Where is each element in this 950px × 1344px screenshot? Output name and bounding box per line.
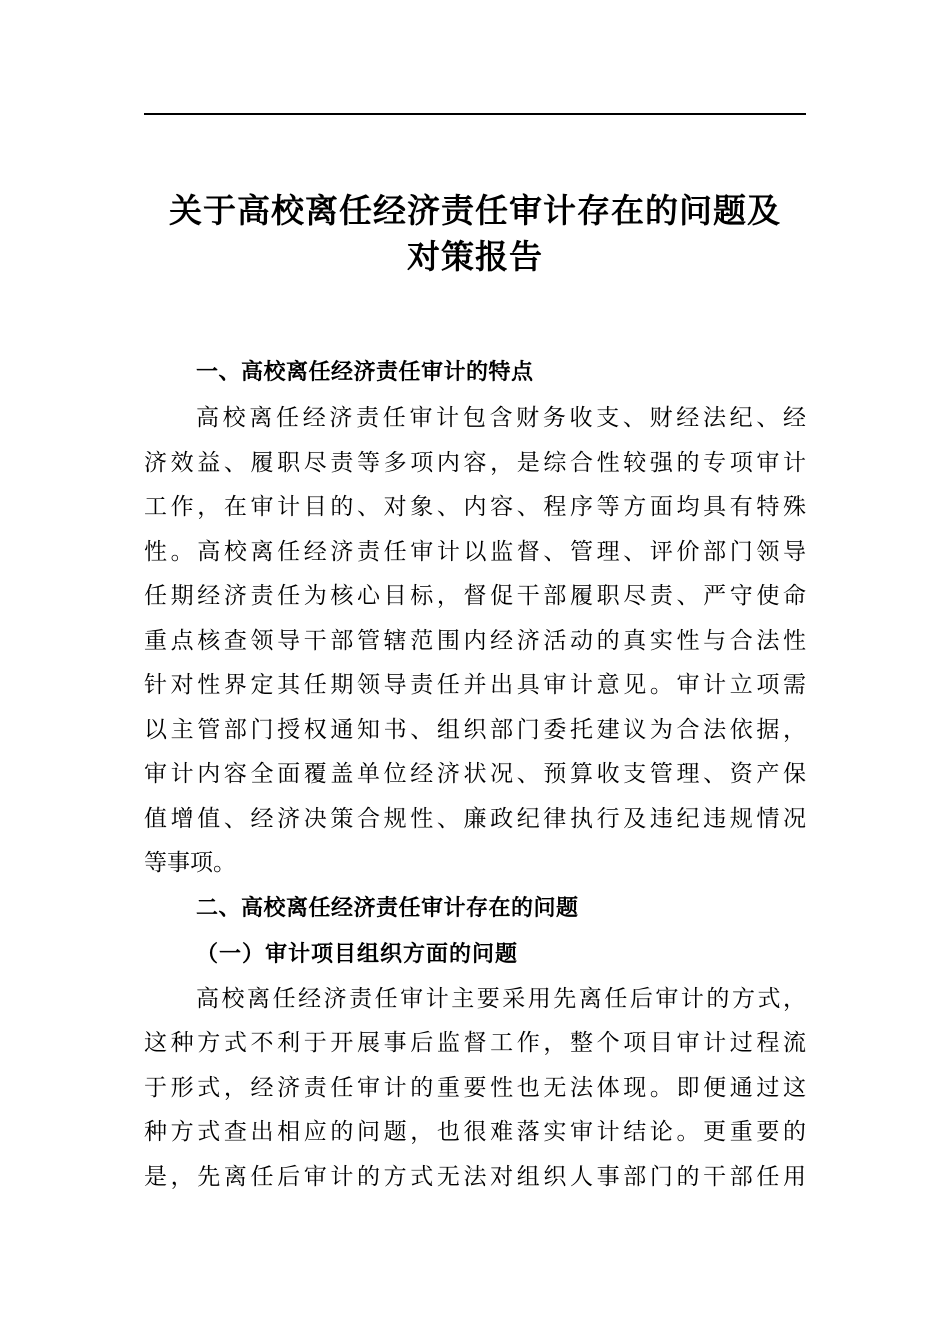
paragraph-line: 针对性界定其任期领导责任并出具审计意见。审计立项需 (144, 672, 806, 698)
section-1-paragraph (144, 396, 806, 886)
paragraph-line: 重点核查领导干部管辖范围内经济活动的真实性与合法性 (144, 627, 806, 654)
paragraph-line: 性。高校离任经济责任审计以监督、管理、评价部门领导 (144, 538, 806, 565)
page-title (144, 188, 806, 280)
paragraph-line: 这种方式不利于开展事后监督工作，整个项目审计过程流 (144, 1030, 806, 1056)
paragraph-line: 种方式查出相应的问题，也很难落实审计结论。更重要的 (144, 1119, 806, 1145)
paragraph-line: 高校离任经济责任审计主要采用先离任后审计的方式， (196, 985, 806, 1012)
paragraph-line: 审计内容全面覆盖单位经济状况、预算收支管理、资产保 (144, 761, 806, 787)
document-body (144, 350, 806, 1199)
section-1-heading: 一、高校离任经济责任审计的特点 (196, 360, 534, 385)
paragraph-line: 工作，在审计目的、对象、内容、程序等方面均具有特殊 (144, 494, 806, 520)
title-line-1: 关于高校离任经济责任审计存在的问题及 (169, 191, 781, 230)
section-2-paragraph (144, 977, 806, 1200)
header-rule (144, 113, 806, 115)
paragraph-line: 于形式，经济责任审计的重要性也无法体现。即便通过这 (144, 1074, 806, 1101)
section-2-subheading: （一）审计项目组织方面的问题 (196, 940, 519, 967)
paragraph-line: 高校离任经济责任审计包含财务收支、财经法纪、经 (196, 405, 806, 431)
title-line-2: 对策报告 (407, 237, 543, 276)
paragraph-line: 以主管部门授权通知书、组织部门委托建议为合法依据， (144, 716, 806, 743)
paragraph-line: 任期经济责任为核心目标，督促干部履职尽责、严守使命 (144, 583, 806, 609)
paragraph-line: 是，先离任后审计的方式无法对组织人事部门的干部任用 (144, 1163, 806, 1190)
paragraph-line: 济效益、履职尽责等多项内容，是综合性较强的专项审计 (144, 449, 806, 476)
paragraph-line: 等事项。 (144, 850, 236, 876)
paragraph-line: 值增值、经济决策合规性、廉政纪律执行及违纪违规情况 (144, 805, 806, 832)
section-2-heading: 二、高校离任经济责任审计存在的问题 (196, 895, 579, 921)
